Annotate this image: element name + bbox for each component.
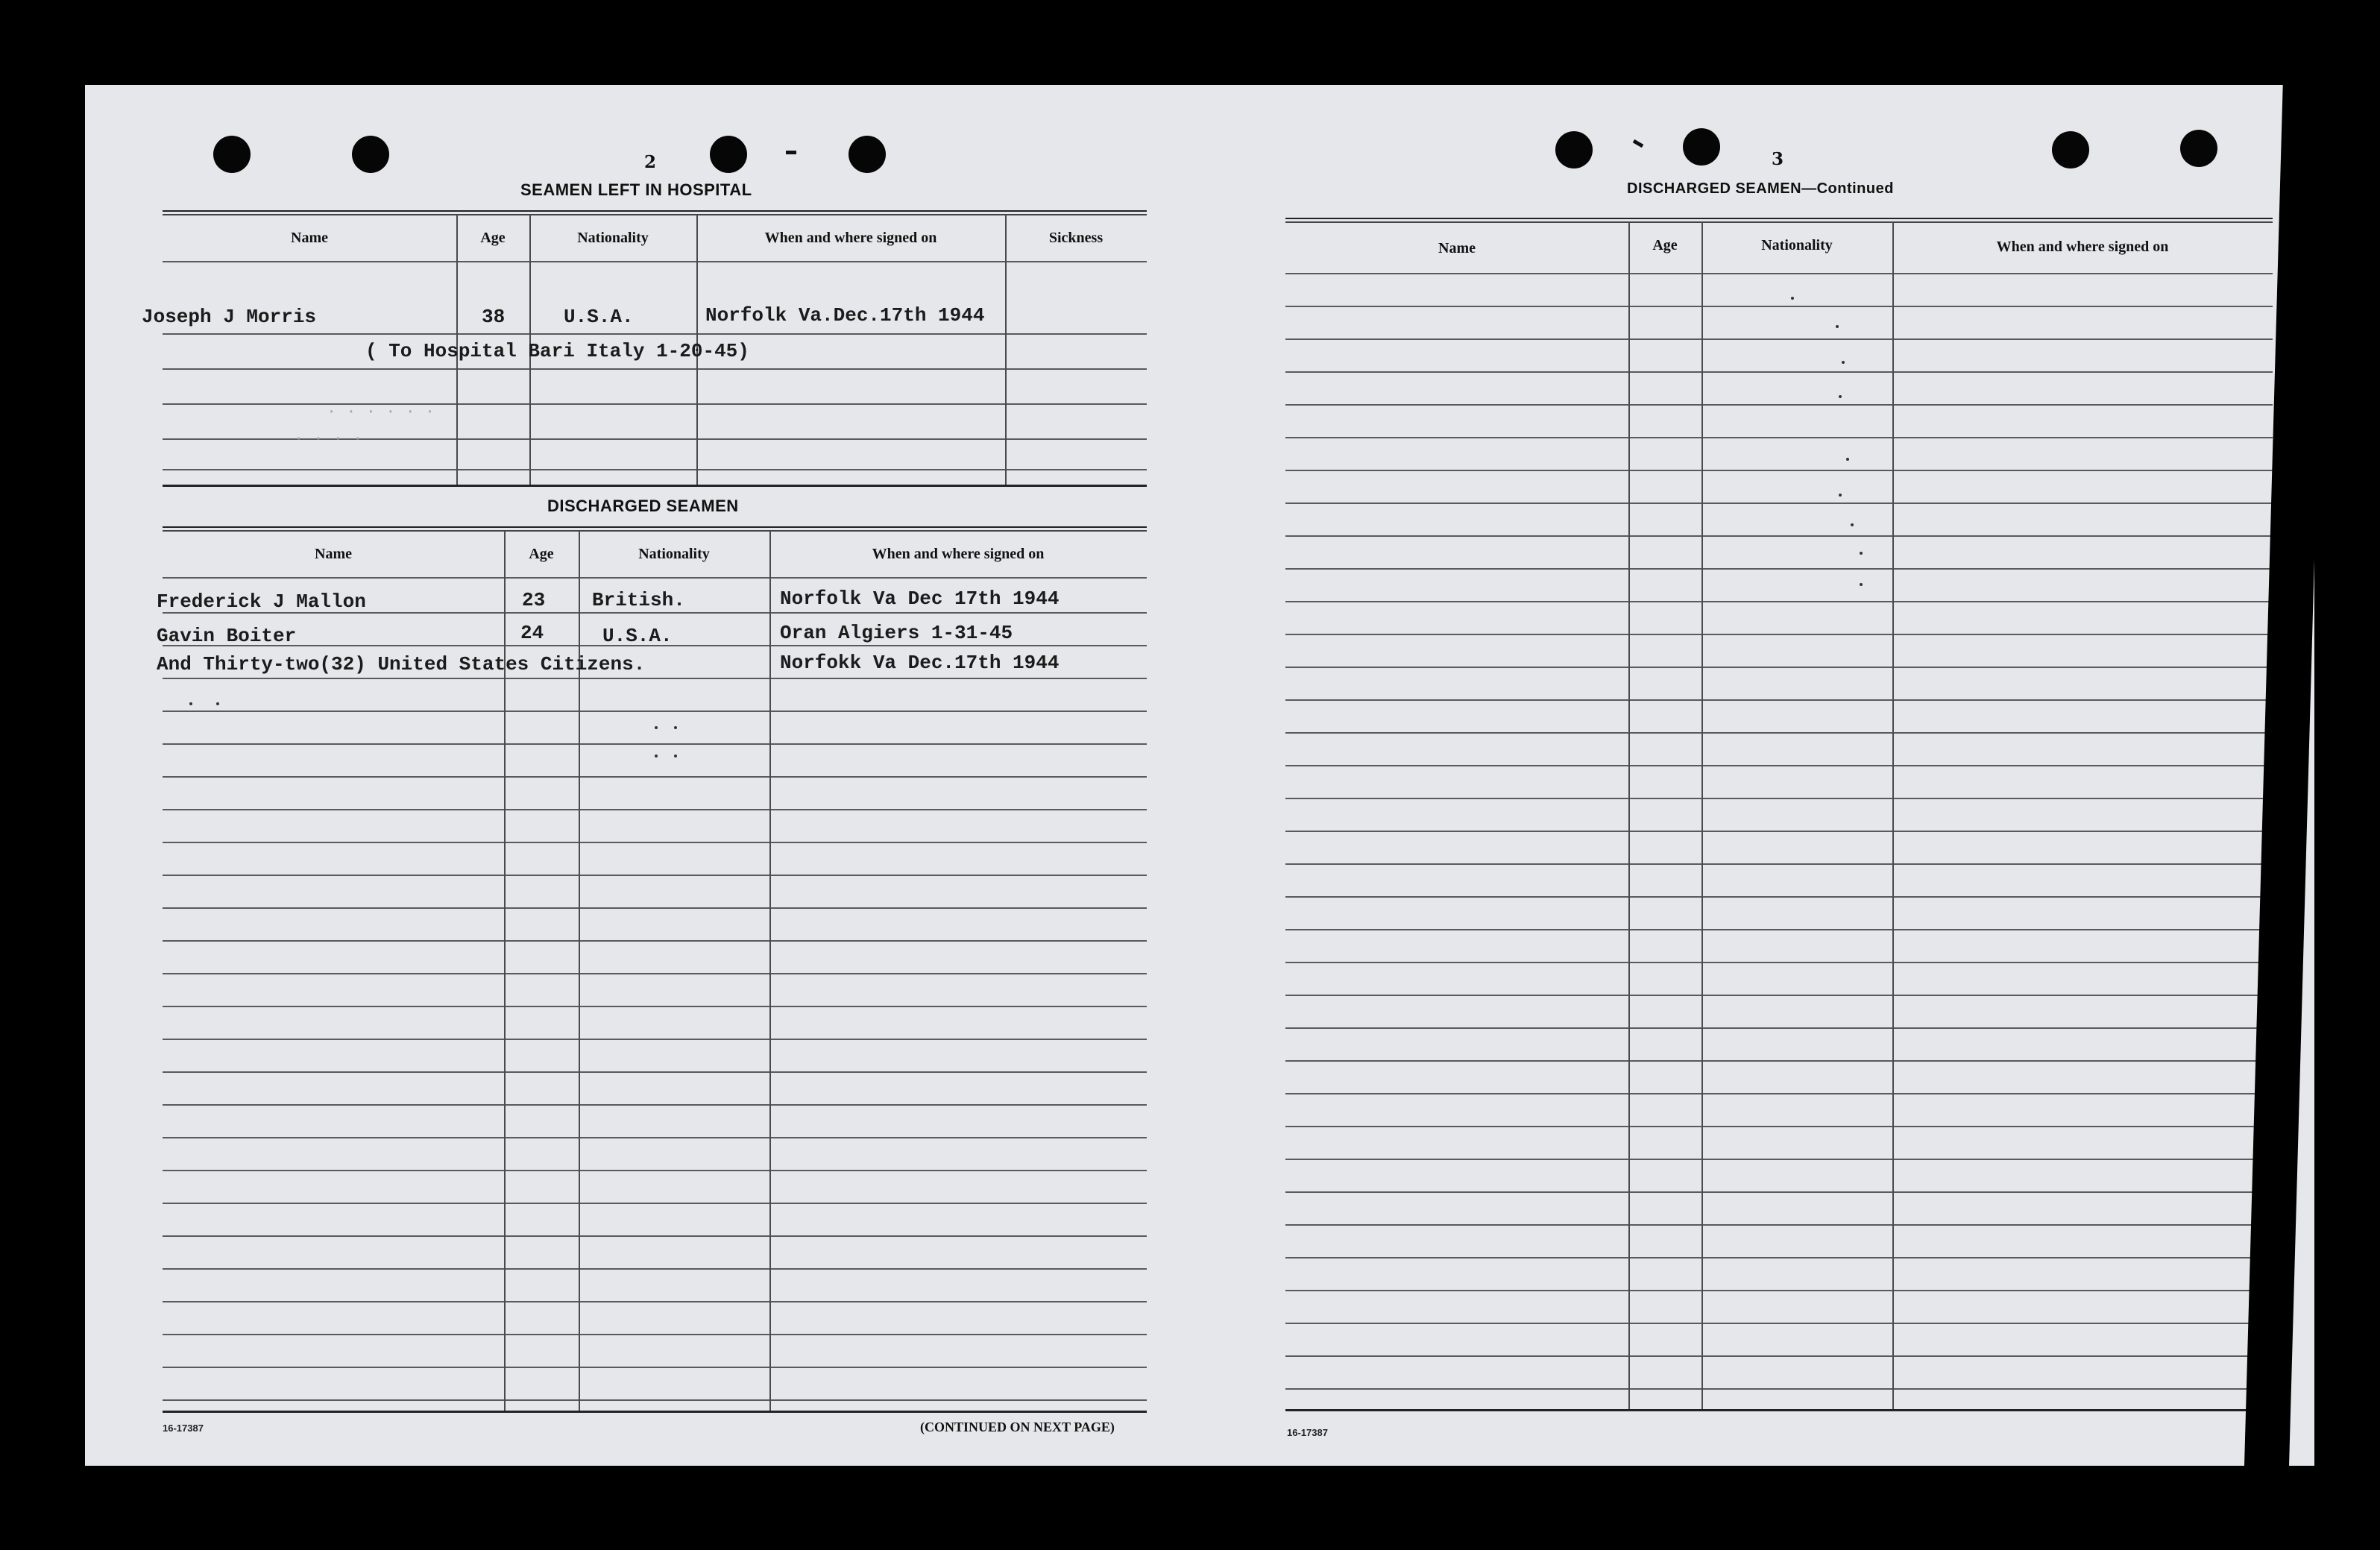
table-rule: [1285, 371, 2273, 373]
hospital-note: ( To Hospital Bari Italy 1-20-45): [365, 340, 749, 362]
form-number: 16-17387: [1287, 1427, 1328, 1438]
page-edge-shadow: [2244, 78, 2328, 1480]
table-rule: [163, 1399, 1147, 1401]
discharged-row-2-age: 24: [520, 622, 544, 644]
stray-dot: [674, 754, 677, 757]
continued-col-name: Name: [1438, 240, 1476, 256]
table-rule: [1285, 1257, 2273, 1258]
table-rule: [1285, 1191, 2273, 1193]
punch-hole: [710, 136, 747, 173]
table-rule: [163, 1170, 1147, 1171]
punch-hole: [2052, 131, 2089, 168]
table-rule: [163, 1301, 1147, 1302]
discharged-col-age: Age: [529, 546, 554, 562]
table-rule: [1285, 535, 2273, 537]
column-divider: [1628, 222, 1630, 1409]
form-number: 16-17387: [163, 1423, 204, 1434]
table-rule: [1285, 218, 2273, 219]
page-number: 3: [1772, 149, 1784, 169]
table-rule: [163, 907, 1147, 909]
stray-dot: [1839, 395, 1842, 398]
stray-dot: [1860, 552, 1863, 555]
discharged-row-2-signed-on: Oran Algiers 1-31-45: [780, 622, 1013, 644]
stray-dot: [1791, 297, 1794, 300]
table-rule: [1285, 1060, 2273, 1062]
discharged-row-2-name: Gavin Boiter: [157, 625, 297, 647]
stray-dot: [1839, 494, 1842, 497]
punch-hole: [849, 136, 886, 173]
table-rule: [1285, 1388, 2273, 1390]
table-rule: [1285, 1224, 2273, 1226]
table-rule: [1285, 338, 2273, 340]
discharged-row-1-signed-on: Norfolk Va Dec 17th 1944: [780, 587, 1060, 610]
discharged-row-1-name: Frederick J Mallon: [157, 590, 366, 613]
table-rule: [1285, 470, 2273, 471]
stray-dot: [216, 702, 219, 705]
table-rule: [1285, 831, 2273, 832]
table-rule: [1285, 962, 2273, 963]
punch-hole: [1683, 128, 1720, 166]
document-sheet: [85, 85, 2314, 1466]
punch-hole: [1555, 131, 1593, 168]
table-rule: [163, 1104, 1147, 1106]
table-rule: [1285, 929, 2273, 930]
stray-dot: [674, 726, 677, 729]
table-rule: [163, 1235, 1147, 1237]
table-rule: [1285, 699, 2273, 701]
table-rule: [163, 1367, 1147, 1368]
table-rule: [163, 776, 1147, 778]
table-rule: [163, 469, 1147, 470]
stray-dot: [1851, 523, 1854, 526]
table-rule: [1285, 273, 2273, 274]
table-rule: [163, 1137, 1147, 1138]
faint-bleedthrough: · · · · · ·: [327, 403, 435, 421]
stray-dot: [1860, 583, 1863, 586]
table-rule: [1285, 437, 2273, 438]
stray-dot: [1836, 325, 1839, 328]
table-rule: [1285, 863, 2273, 865]
continued-footer: (CONTINUED ON NEXT PAGE): [920, 1420, 1115, 1434]
table-rule: [163, 210, 1147, 212]
column-divider: [1701, 222, 1703, 1409]
speck-mark: [1633, 139, 1644, 148]
table-rule: [163, 526, 1147, 528]
table-rule: [1285, 765, 2273, 766]
table-rule: [1285, 798, 2273, 799]
table-rule: [1285, 1027, 2273, 1029]
hospital-row-name: Joseph J Morris: [142, 306, 317, 328]
table-rule: [1285, 568, 2273, 570]
punch-hole: [213, 136, 251, 173]
table-rule: [1285, 1126, 2273, 1127]
discharged-row-1-nationality: British.: [592, 589, 685, 611]
continued-col-nationality: Nationality: [1761, 237, 1833, 253]
table-rule: [1285, 732, 2273, 734]
discharged-continued-title: DISCHARGED SEAMEN—Continued: [1627, 180, 1894, 197]
table-rule: [1285, 1093, 2273, 1094]
stray-dot: [189, 702, 192, 705]
table-rule: [1285, 1290, 2273, 1291]
table-rule: [1285, 306, 2273, 307]
table-rule: [163, 1334, 1147, 1335]
table-rule: [163, 1071, 1147, 1073]
table-rule: [1285, 601, 2273, 602]
table-rule: [163, 842, 1147, 843]
table-rule: [163, 1039, 1147, 1040]
punch-hole: [352, 136, 389, 173]
table-rule: [163, 333, 1147, 335]
table-rule: [163, 1006, 1147, 1007]
hospital-col-name: Name: [291, 230, 328, 246]
table-rule: [1285, 1409, 2273, 1411]
speck-mark: [786, 151, 796, 154]
table-rule: [163, 973, 1147, 974]
hospital-row-nationality: U.S.A.: [564, 306, 634, 328]
table-rule: [1285, 634, 2273, 635]
table-rule: [163, 403, 1147, 405]
table-rule: [1285, 1323, 2273, 1324]
table-rule: [163, 875, 1147, 876]
column-divider: [1005, 215, 1007, 485]
continued-col-signed-on: When and where signed on: [1996, 239, 2169, 255]
table-rule: [1285, 1159, 2273, 1160]
table-rule: [163, 1411, 1147, 1413]
discharged-row-3-name: And Thirty-two(32) United States Citizens.: [157, 653, 646, 675]
table-rule: [1285, 896, 2273, 898]
page-number: 2: [644, 152, 657, 172]
faint-bleedthrough: · · · ·: [294, 429, 363, 448]
hospital-row-age: 38: [482, 306, 506, 328]
discharged-row-2-nationality: U.S.A.: [602, 625, 673, 647]
table-rule: [163, 577, 1147, 579]
table-rule: [1285, 404, 2273, 406]
table-rule: [1285, 503, 2273, 504]
discharged-section-title: DISCHARGED SEAMEN: [547, 497, 739, 515]
hospital-section-title: SEAMEN LEFT IN HOSPITAL: [520, 180, 752, 199]
stray-dot: [1846, 458, 1849, 461]
hospital-row-signed-on: Norfolk Va.Dec.17th 1944: [705, 304, 985, 327]
stray-dot: [1842, 361, 1845, 364]
table-rule: [163, 711, 1147, 712]
discharged-col-signed-on: When and where signed on: [872, 546, 1045, 562]
table-rule: [163, 743, 1147, 745]
table-rule: [163, 1268, 1147, 1270]
punch-hole: [2180, 130, 2217, 167]
table-rule: [163, 261, 1147, 262]
column-divider: [769, 531, 771, 1411]
table-rule: [1285, 667, 2273, 668]
table-rule: [1285, 1355, 2273, 1357]
stray-dot: [655, 726, 658, 729]
table-rule: [163, 809, 1147, 810]
hospital-col-signed-on: When and where signed on: [764, 230, 937, 246]
continued-col-age: Age: [1652, 237, 1678, 253]
table-rule: [1285, 995, 2273, 996]
table-rule: [163, 1203, 1147, 1204]
column-divider: [1892, 222, 1894, 1409]
table-rule: [163, 678, 1147, 679]
hospital-col-nationality: Nationality: [577, 230, 649, 246]
table-rule: [163, 485, 1147, 487]
hospital-col-sickness: Sickness: [1048, 230, 1104, 246]
discharged-row-3-signed-on: Norfokk Va Dec.17th 1944: [780, 652, 1060, 674]
table-rule: [163, 368, 1147, 370]
discharged-col-name: Name: [315, 546, 352, 562]
discharged-col-nationality: Nationality: [638, 546, 710, 562]
stray-dot: [655, 754, 658, 757]
table-rule: [163, 940, 1147, 942]
hospital-col-age: Age: [480, 230, 506, 246]
discharged-row-1-age: 23: [522, 589, 546, 611]
